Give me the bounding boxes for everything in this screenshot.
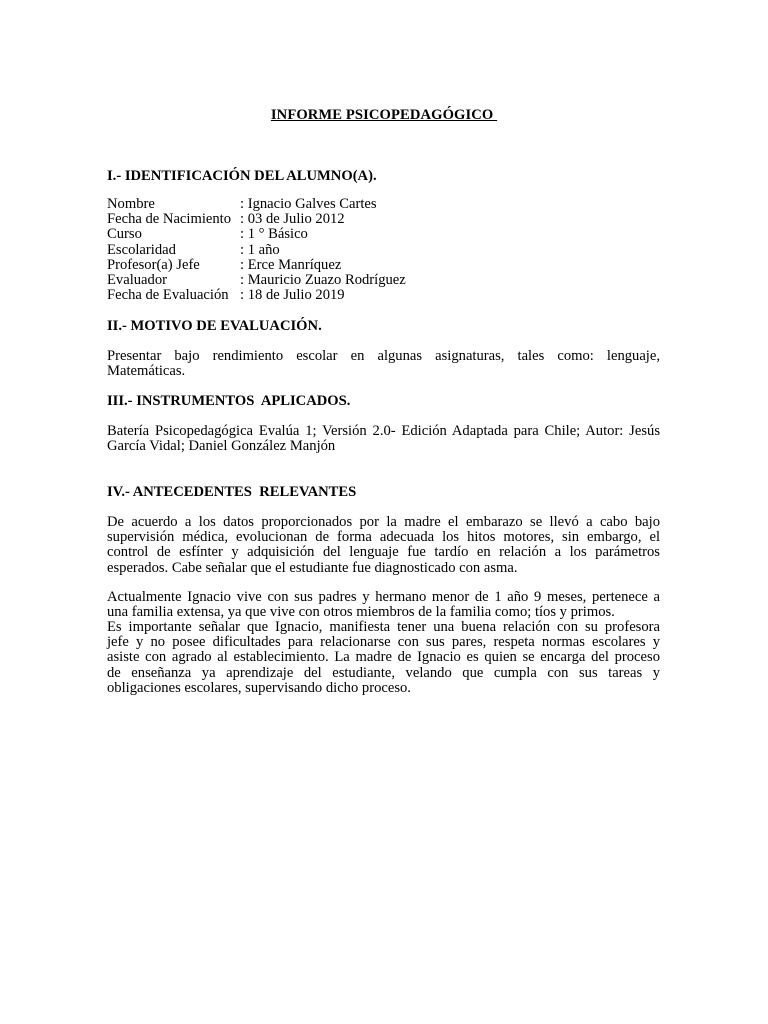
id-row-curso — [107, 227, 406, 242]
id-label: Escolaridad — [107, 241, 176, 258]
paragraph-line: Es importante señalar que Ignacio, manifiesta tener una buena relación con su profesora — [107, 619, 660, 635]
paragraph-line: De acuerdo a los datos proporcionados por la madre el embarazo se llevó a cabo bajo — [107, 514, 660, 530]
paragraph-line: Presentar bajo rendimiento escolar en algunas asignaturas, tales como: lenguaje, — [107, 348, 660, 364]
paragraph-line: supervisión médica, evolucionan de forma adecuada los hitos motores, sin embargo, el — [107, 529, 660, 546]
id-value: : 1 ° Básico — [240, 226, 308, 243]
section-heading-identificacion: I.- IDENTIFICACIÓN DEL ALUMNO(A). — [107, 168, 377, 184]
paragraph-line: asiste con agrado al establecimiento. La madre de Ignacio es quien se encarga del proceso — [107, 649, 660, 666]
id-value: : 03 de Julio 2012 — [240, 211, 345, 228]
id-row-fecha-nacimiento — [107, 212, 406, 227]
section-heading-instrumentos: III.- INSTRUMENTOS APLICADOS. — [107, 393, 351, 409]
paragraph-line: obligaciones escolares, supervisando dicho proceso. — [107, 679, 411, 696]
paragraph-line: Batería Psicopedagógica Evalúa 1; Versión 2.0- Edición Adaptada para Chile; Autor: Jesús — [107, 423, 660, 439]
paragraph-line: Matemáticas. — [107, 363, 186, 380]
instrumentos-paragraph — [107, 424, 660, 454]
paragraph-line: de enseñanza ya aprendizaje del estudiante, velando que cumpla con sus tareas y — [107, 664, 660, 681]
student-identification-table — [107, 197, 406, 303]
id-label: Fecha de Evaluación — [107, 287, 229, 304]
motivo-paragraph — [107, 349, 660, 379]
paragraph-line: control de esfínter y adquisición del lenguaje fue tardío en relación a los parámetros — [107, 544, 660, 561]
section-heading-motivo: II.- MOTIVO DE EVALUACIÓN. — [107, 318, 322, 334]
id-label: Profesor(a) Jefe — [107, 256, 200, 273]
paragraph-line: García Vidal; Daniel González Manjón — [107, 438, 336, 455]
antecedentes-paragraph-1 — [107, 515, 660, 576]
id-row-evaluador — [107, 273, 406, 288]
antecedentes-paragraph-3 — [107, 620, 660, 696]
id-value: : 18 de Julio 2019 — [240, 287, 345, 304]
id-value: : 1 año — [240, 241, 280, 258]
id-label: Nombre — [107, 196, 155, 212]
id-value: : Ignacio Galves Cartes — [240, 196, 377, 212]
id-value: : Mauricio Zuazo Rodríguez — [240, 271, 406, 288]
id-row-escolaridad — [107, 243, 406, 258]
id-label: Evaluador — [107, 271, 167, 288]
id-row-fecha-evaluacion — [107, 288, 406, 303]
id-value: : Erce Manríquez — [240, 256, 342, 273]
document-title: INFORME PSICOPEDAGÓGICO — [270, 107, 498, 123]
id-row-profesor-jefe — [107, 258, 406, 273]
section-heading-antecedentes: IV.- ANTECEDENTES RELEVANTES — [107, 484, 357, 500]
paragraph-line: Actualmente Ignacio vive con sus padres y hermano menor de 1 año 9 meses, pertenece a — [107, 589, 660, 605]
id-label: Fecha de Nacimiento — [107, 211, 231, 228]
id-label: Curso — [107, 226, 142, 243]
paragraph-line: una familia extensa, ya que vive con otros miembros de la familia como; tíos y primos. — [107, 604, 615, 621]
id-row-nombre — [107, 197, 406, 212]
paragraph-line: esperados. Cabe señalar que el estudiante fue diagnosticado con asma. — [107, 559, 518, 576]
antecedentes-paragraph-2 — [107, 590, 660, 620]
paragraph-line: jefe y no posee dificultades para relacionarse con sus pares, respeta normas escolares y — [107, 634, 660, 651]
